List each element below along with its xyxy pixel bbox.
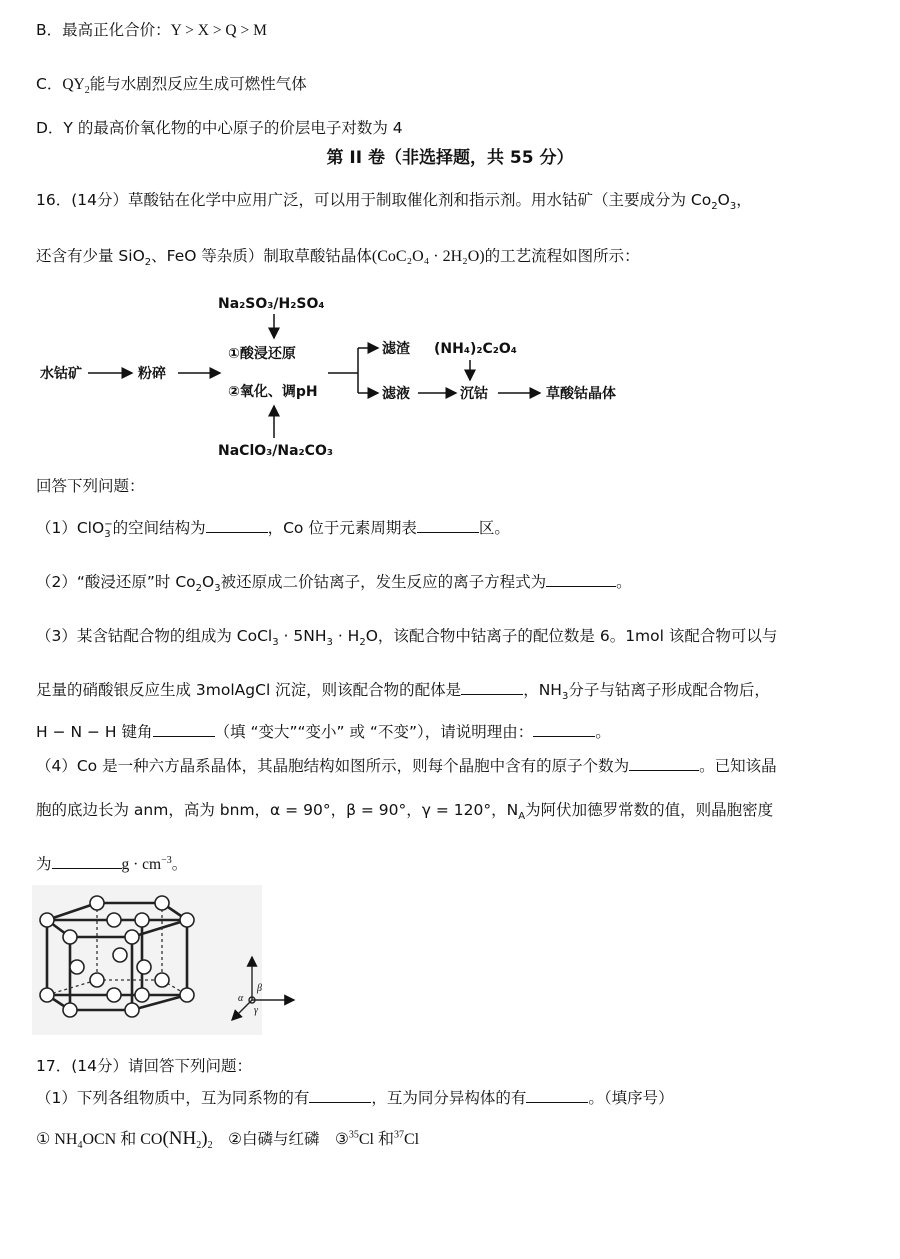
- option-c-formula: QY: [62, 76, 85, 93]
- flow-residue: 滤渣: [382, 341, 410, 357]
- q16-2-sub1: 2: [195, 583, 203, 595]
- q17-opt-sup2: 37: [394, 1129, 404, 1141]
- q16-1-sup: −: [104, 519, 113, 530]
- q17-opt-b: OCN 和 CO: [82, 1131, 163, 1148]
- flow-precipitate: 沉钴: [460, 386, 488, 402]
- flow-reagent-top: Na₂SO₃/H₂SO₄: [218, 296, 325, 312]
- q16-part4-line1: [36, 754, 777, 776]
- option-d: [36, 116, 403, 138]
- part2-heading: 第 II 卷（非选择题，共 55 分）: [326, 148, 574, 168]
- flow-step2: ②氧化、调pH: [228, 384, 318, 400]
- q16-3-line3-c: 。: [595, 723, 611, 741]
- option-b-prefix: B．最高正化合价：: [36, 21, 171, 39]
- q16-2-b: O: [202, 573, 215, 591]
- q17-opt-f: Cl 和: [358, 1131, 394, 1148]
- q16-4-blank-density[interactable]: [52, 855, 122, 869]
- q16-2-d: 。: [616, 573, 632, 591]
- q17-part1: [36, 1086, 674, 1108]
- q17-title: 17．(14分）请回答下列问题：: [36, 1057, 252, 1075]
- q16-intro2-a: 还含有少量 SiO: [36, 247, 145, 265]
- q16-part3-line1: [36, 624, 777, 648]
- q17-1-b: ，互为同分异构体的有: [371, 1089, 527, 1107]
- q16-1-sub: 3: [104, 529, 111, 540]
- axis-beta-label: β: [257, 983, 262, 994]
- q16-4-b: 。已知该晶: [699, 757, 777, 775]
- q16-4-line3-sup: −3: [161, 854, 172, 866]
- hexagonal-unit-cell-figure: [32, 885, 312, 1035]
- q16-intro-sub2: 2: [711, 201, 718, 213]
- q16-3-line2-sub: 3: [561, 691, 569, 703]
- q16-4-a: （4）Co 是一种六方晶系晶体，其晶胞结构如图所示，则每个晶胞中含有的原子个数为: [36, 757, 630, 775]
- q16-3-a: （3）某含钴配合物的组成为 CoCl: [36, 627, 273, 645]
- q16-part4-line2: [36, 798, 773, 822]
- option-b-formula: Y > X > Q > M: [170, 22, 267, 39]
- q16-3-line2-c: 分子与钴离子形成配合物后，: [568, 681, 770, 699]
- q16-3-blank-ligand[interactable]: [461, 681, 523, 695]
- flow-product: 草酸钴晶体: [546, 386, 616, 402]
- q16-3-b: · 5NH: [278, 627, 327, 645]
- q16-intro-line1: [36, 188, 752, 212]
- flow-oxalate: (NH₄)₂C₂O₄: [434, 341, 517, 357]
- q17-1-blank-isomer[interactable]: [526, 1089, 588, 1103]
- q16-1-b: 的空间结构为: [112, 519, 206, 537]
- flow-reagent-bottom: NaClO₃/Na₂CO₃: [218, 443, 333, 459]
- q17-1-blank-homolog[interactable]: [309, 1089, 371, 1103]
- q17-1-c: 。（填序号）: [588, 1089, 674, 1107]
- axis-gamma-label: γ: [254, 1005, 258, 1016]
- q16-intro-b: O: [717, 191, 730, 209]
- q16-4-line2-sub: A: [518, 811, 526, 823]
- option-c: [36, 72, 307, 96]
- q16-3-line3-a: H − N − H 键角: [36, 723, 153, 741]
- q16-1-blank-block[interactable]: [417, 519, 479, 533]
- q16-3-line2-b: ，NH: [523, 681, 562, 699]
- answer-prompt: 回答下列问题：: [36, 477, 145, 495]
- option-c-prefix: C．: [36, 75, 63, 93]
- q16-intro-a: 16．(14分）草酸钴在化学中应用广泛，可以用于制取催化剂和指示剂。用水钴矿（主要成分为 Co: [36, 191, 712, 209]
- q17-opt-sub1: 4: [77, 1140, 83, 1152]
- q16-3-blank-angle[interactable]: [153, 723, 215, 737]
- q17-opt-sup1: 35: [348, 1129, 359, 1141]
- q16-3-d: O，该配合物中钴离子的配位数是 6。1mol 该配合物可以与: [365, 627, 778, 645]
- q16-1-blank-structure[interactable]: [206, 519, 268, 533]
- q16-intro2-formula: (CoC₂O₄ · 2H₂O): [371, 248, 485, 265]
- flow-step1: ①酸浸还原: [228, 346, 296, 362]
- q16-3-line2-a: 足量的硝酸银反应生成 3molAgCl 沉淀，则该配合物的配体是: [36, 681, 462, 699]
- q16-3-sub3: 2: [359, 637, 366, 649]
- axis-alpha-label: α: [238, 993, 244, 1004]
- option-c-formula-sub: 2: [84, 85, 90, 97]
- q17-opt-g: Cl: [404, 1131, 420, 1148]
- q17-opt-sub3: 2: [207, 1140, 213, 1152]
- option-c-text: 能与水剧烈反应生成可燃性气体: [89, 75, 307, 93]
- q16-part2: [36, 570, 632, 594]
- q16-intro2-c: 的工艺流程如图所示：: [484, 247, 640, 265]
- q16-4-line3-a: 为: [36, 855, 52, 873]
- flow-filtrate: 滤液: [382, 386, 410, 402]
- q17-opt-a: ① NH: [36, 1131, 78, 1148]
- q16-4-blank-count[interactable]: [629, 757, 699, 771]
- q16-3-sub2: 3: [326, 637, 333, 649]
- process-flowchart: [40, 280, 660, 465]
- q16-intro2-b: 、FeO 等杂质）制取草酸钴晶体: [151, 247, 372, 265]
- q17-opt-sub2: 2: [196, 1140, 202, 1152]
- q17-opt-e: ②白磷与红磷 ③: [212, 1130, 349, 1148]
- q16-1-a: （1）ClO: [36, 519, 105, 537]
- flow-ore: 水钴矿: [40, 366, 82, 382]
- q16-4-line3-c: 。: [171, 855, 188, 873]
- q16-1-c: ，Co 位于元素周期表: [267, 519, 417, 537]
- q16-intro-line2: [36, 244, 640, 268]
- q16-intro-sub3: 3: [729, 201, 737, 213]
- q16-part3-line3: [36, 720, 611, 742]
- flow-crush: 粉碎: [138, 366, 166, 382]
- q16-2-blank-equation[interactable]: [546, 573, 616, 587]
- q16-part3-line2: [36, 678, 770, 702]
- q16-2-sub2: 3: [214, 583, 221, 595]
- q16-intro2-sub: 2: [144, 257, 152, 269]
- q16-3-sub: 3: [272, 637, 279, 649]
- q17-opt-d: ): [201, 1128, 208, 1149]
- q17-1-a: （1）下列各组物质中，互为同系物的有: [36, 1089, 310, 1107]
- q16-4-line3-b: g · cm: [121, 856, 162, 873]
- q16-2-c: 被还原成二价钴离子，发生反应的离子方程式为: [220, 573, 547, 591]
- q16-3-line3-b: （填 “变大”“变小” 或 “不变”），请说明理由：: [214, 723, 534, 741]
- q16-4-line2-b: 为阿伏加德罗常数的值，则晶胞密度: [525, 801, 774, 819]
- q16-2-a: （2）“酸浸还原”时 Co: [36, 573, 196, 591]
- option-b: [36, 18, 267, 40]
- q16-intro-c: ，: [736, 191, 752, 209]
- q17-opt-c: (NH: [162, 1128, 197, 1149]
- q16-3-c: · H: [332, 627, 360, 645]
- q17-options: [36, 1126, 419, 1151]
- q16-4-line2: 胞的底边长为 anm，高为 bnm，α = 90°，β = 90°，γ = 120°，N: [36, 801, 519, 819]
- q16-part1: [36, 516, 510, 540]
- q16-part4-line3: [36, 852, 187, 874]
- option-d-text: D．Y 的最高价氧化物的中心原子的价层电子对数为 4: [36, 119, 403, 137]
- q16-3-blank-reason[interactable]: [533, 723, 595, 737]
- q16-1-d: 区。: [478, 519, 510, 537]
